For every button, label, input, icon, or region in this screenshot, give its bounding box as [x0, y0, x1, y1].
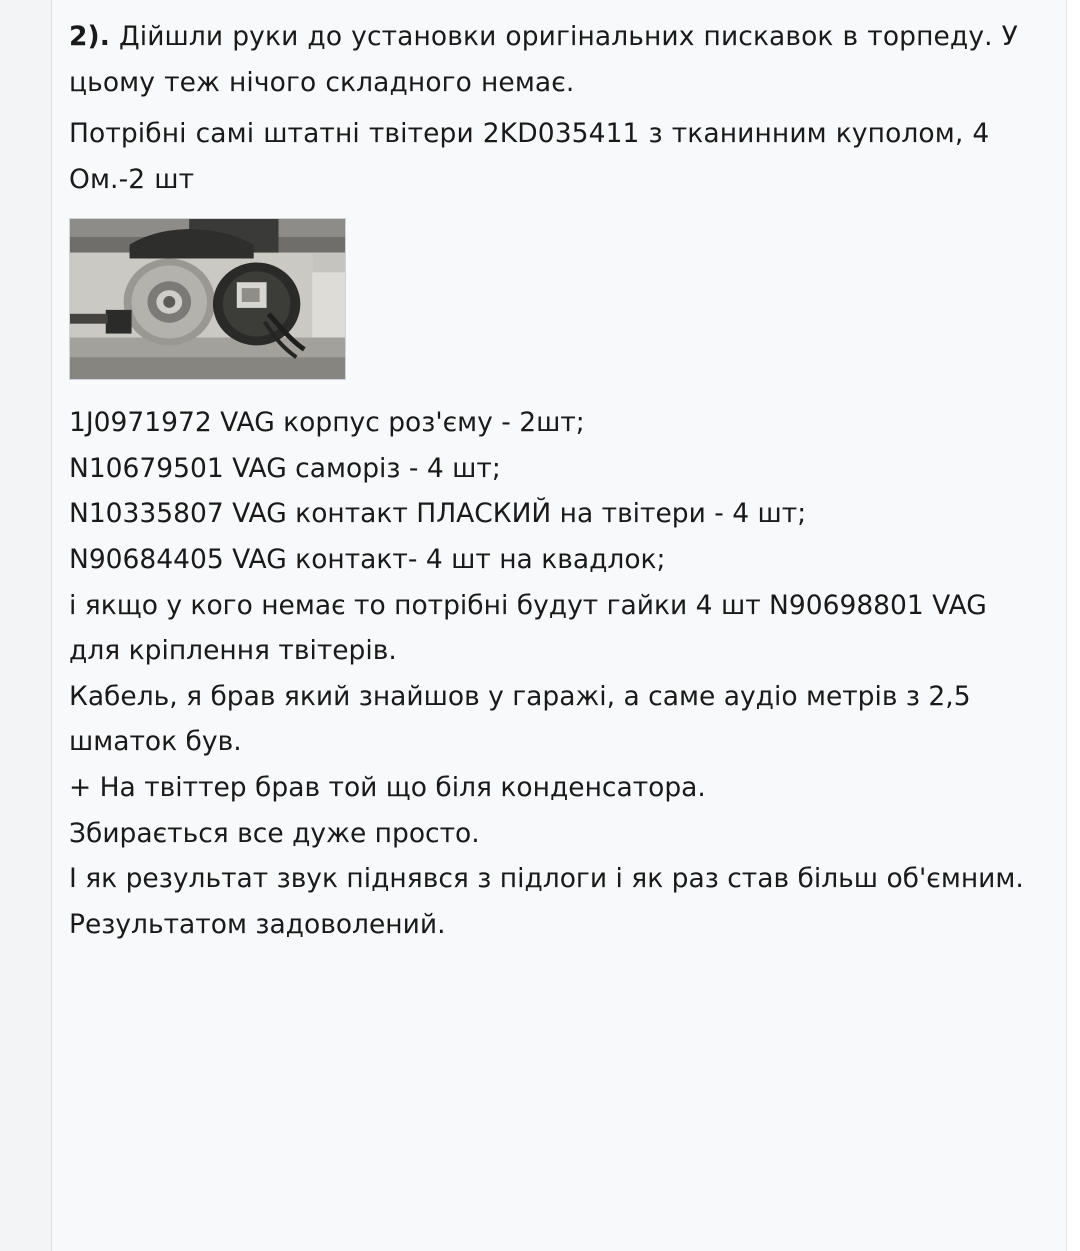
part-line: N10679501 VAG саморіз - 4 шт; — [69, 452, 501, 484]
photo-container[interactable] — [69, 218, 1041, 380]
right-edge-strip — [1066, 0, 1080, 1251]
required-parts-paragraph: Потрібні самі штатні твітери 2KD035411 з тканинним куполом, 4 Ом.-2 шт — [69, 118, 990, 195]
part-line: N90684405 VAG контакт- 4 шт на квадлок; — [69, 544, 666, 576]
note-line: І як результат звук піднявся з підлоги і як раз став більш об'ємним. Результатом задоволений. — [69, 863, 1024, 940]
note-line: Збирається все дуже просто. — [69, 817, 480, 849]
left-gutter — [0, 0, 52, 1251]
step-marker: 2). — [69, 21, 110, 52]
intro-text: Дійшли руки до установки оригінальних пискавок в торпеду. У цьому теж нічого складного немає. — [69, 21, 1018, 98]
part-line: і якщо у кого немає то потрібні будут гайки 4 шт N90698801 VAG для кріплення твітерів. — [69, 589, 987, 667]
post-content — [53, 0, 1065, 1251]
intro-paragraph — [69, 14, 1041, 105]
note-line: Кабель, я брав який знайшов у гаражі, а саме аудіо метрів з 2,5 шматок був. — [69, 680, 971, 758]
part-line: 1J0971972 VAG корпус роз'єму - 2шт; — [69, 407, 585, 439]
note-line: + На твіттер брав той що біля конденсатора. — [69, 771, 706, 803]
tweeter-photo[interactable] — [69, 218, 346, 380]
part-line: N10335807 VAG контакт ПЛАСКИЙ на твітери - 4 шт; — [69, 498, 807, 530]
